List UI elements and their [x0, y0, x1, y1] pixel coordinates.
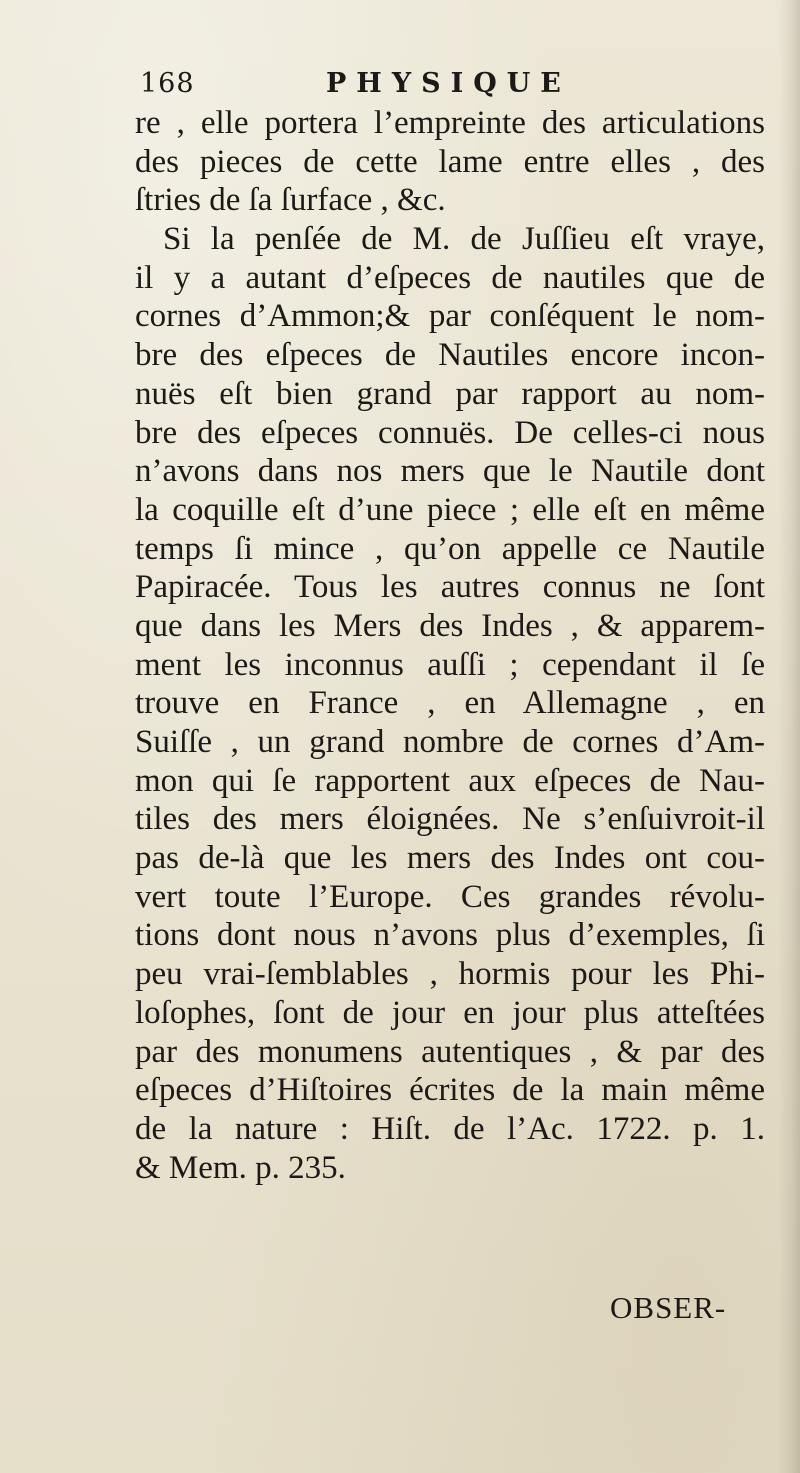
- text-line: par des monumens autentiques , & par des: [135, 1033, 765, 1070]
- text-line: cornes d’Ammon;& par conſéquent le nom-: [135, 298, 765, 335]
- text-line: vert toute l’Europe. Ces grandes révolu-: [135, 878, 765, 915]
- running-title: PHYSIQUE: [326, 68, 571, 99]
- page-header: [140, 62, 640, 106]
- text-line: ment les inconnus auſſi ; cependant il ſe: [135, 646, 765, 683]
- text-line: re , elle portera l’empreinte des articulations: [135, 105, 765, 141]
- text-line: Suiſſe , un grand nombre de cornes d’Am-: [135, 724, 765, 760]
- text-line: mon qui ſe rapportent aux eſpeces de Nau-: [135, 762, 765, 799]
- text-line: que dans les Mers des Indes , & apparem-: [135, 607, 765, 644]
- text-line: tions dont nous n’avons plus d’exemples, ſi: [135, 917, 765, 954]
- text-line: bre des eſpeces connuës. De celles-ci nous: [135, 414, 765, 451]
- text-line: Papiracée. Tous les autres connus ne ſont: [135, 569, 765, 606]
- text-line: la coquille eſt d’une piece ; elle eſt en même: [135, 491, 765, 528]
- text-line: des pieces de cette lame entre elles , des: [135, 143, 765, 180]
- text-line: de la nature : Hiſt. de l’Ac. 1722. p. 1.: [135, 1110, 765, 1147]
- text-line: il y a autant d’eſpeces de nautiles que de: [135, 259, 765, 296]
- text-line: pas de-là que les mers des Indes ont cou-: [135, 840, 765, 877]
- text-line: peu vrai-ſemblables , hormis pour les Phi-: [135, 956, 765, 993]
- paragraph-start-line: Si la penſée de M. de Juſſieu eſt vraye,: [163, 221, 765, 258]
- text-line: trouve en France , en Allemagne , en: [135, 685, 765, 722]
- text-line: loſophes, ſont de jour en jour plus atteſtées: [135, 994, 765, 1031]
- text-line: nuës eſt bien grand par rapport au nom-: [135, 375, 765, 412]
- page-number: 168: [140, 68, 195, 99]
- body-text: [135, 104, 765, 1187]
- text-line: ſtries de ſa ſurface , &c.: [135, 182, 446, 219]
- text-line: bre des eſpeces de Nautiles encore incon-: [135, 337, 765, 374]
- text-line: tiles des mers éloignées. Ne s’enſuivroit-il: [135, 801, 765, 838]
- text-line: & Mem. p. 235.: [135, 1149, 346, 1186]
- text-line: temps ſi mince , qu’on appelle ce Nautile: [135, 530, 765, 567]
- page-edge-shadow: [778, 0, 800, 1473]
- text-line: eſpeces d’Hiſtoires écrites de la main même: [135, 1072, 765, 1109]
- text-line: n’avons dans nos mers que le Nautile dont: [135, 453, 765, 490]
- catchword: OBSER-: [610, 1290, 727, 1325]
